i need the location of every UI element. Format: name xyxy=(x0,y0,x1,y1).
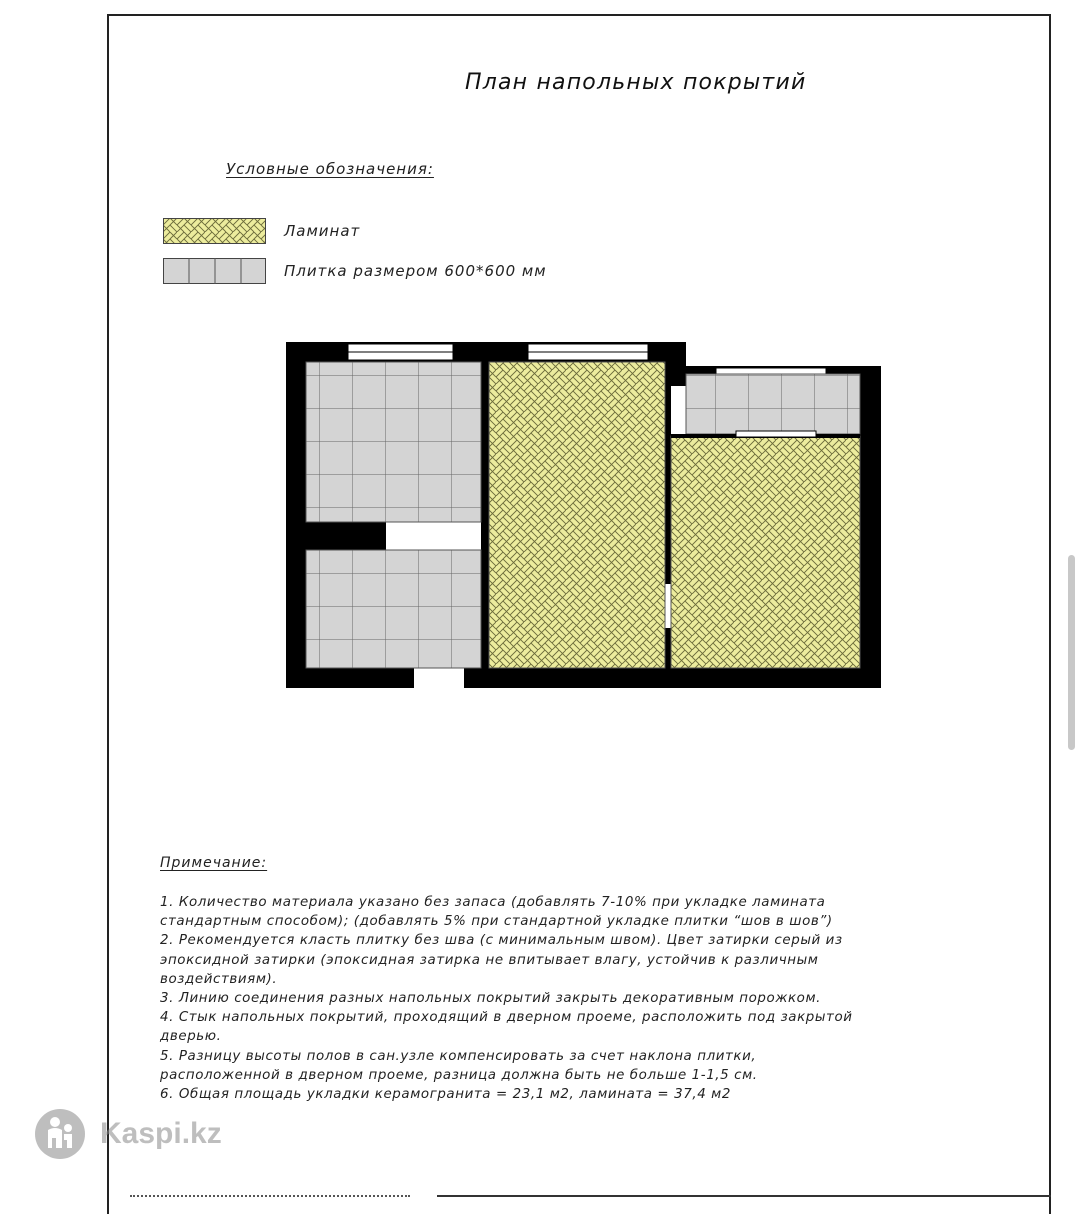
room-bedroom-laminate xyxy=(671,436,860,668)
note-line: 1. Количество материала указано без запаса (добавлять 7-10% при укладке ламината xyxy=(160,895,826,910)
legend-label-tile: Плитка размером 600*600 мм xyxy=(284,262,547,280)
floor-plan xyxy=(286,342,881,690)
laminate-swatch xyxy=(163,218,266,244)
note-line: 6. Общая площадь укладки керамогранита = 23,1 м2, ламината = 37,4 м2 xyxy=(160,1087,732,1103)
divider xyxy=(437,1195,1051,1197)
note-line: стандартным способом); (добавлять 5% при стандартной укладке плитки “шов в шов”) xyxy=(160,914,833,930)
note-line: 5. Разницу высоты полов в сан.узле компенсировать за счет наклона плитки, xyxy=(160,1048,757,1064)
watermark xyxy=(34,1108,222,1160)
note-line: 2. Рекомендуется класть плитку без шва (с минимальным швом). Цвет затирки серый из xyxy=(160,933,843,949)
note-line: воздействиям). xyxy=(160,971,278,987)
note-line: 3. Линию соединения разных напольных покрытий закрыть декоративным порожком. xyxy=(160,991,822,1007)
legend-label-laminate: Ламинат xyxy=(284,222,361,240)
tile-swatch xyxy=(163,258,266,284)
room-balcony-tile xyxy=(686,374,860,434)
note-line: дверью. xyxy=(160,1029,222,1045)
room-kitchen-tile xyxy=(306,362,481,522)
note-line: расположенной в дверном проеме, разница должна быть не больше 1-1,5 см. xyxy=(160,1067,758,1083)
watermark-text: Kaspi.kz xyxy=(100,1117,222,1150)
room-living-laminate xyxy=(489,362,665,668)
notes-list xyxy=(160,893,853,1104)
notes-heading: Примечание: xyxy=(160,855,268,871)
scrollbar-thumb[interactable] xyxy=(1068,555,1075,750)
divider xyxy=(130,1195,410,1197)
legend-heading: Условные обозначения: xyxy=(226,160,434,178)
note-line: 4. Стык напольных покрытий, проходящий в дверном проеме, расположить под закрытой xyxy=(160,1010,853,1026)
page-title: План напольных покрытий xyxy=(465,70,807,95)
note-line: эпоксидной затирки (эпоксидная затирка не впитывает влагу, устойчив к различным xyxy=(160,952,819,968)
room-bath-tile xyxy=(306,550,481,668)
kaspi-logo-icon xyxy=(34,1108,86,1160)
